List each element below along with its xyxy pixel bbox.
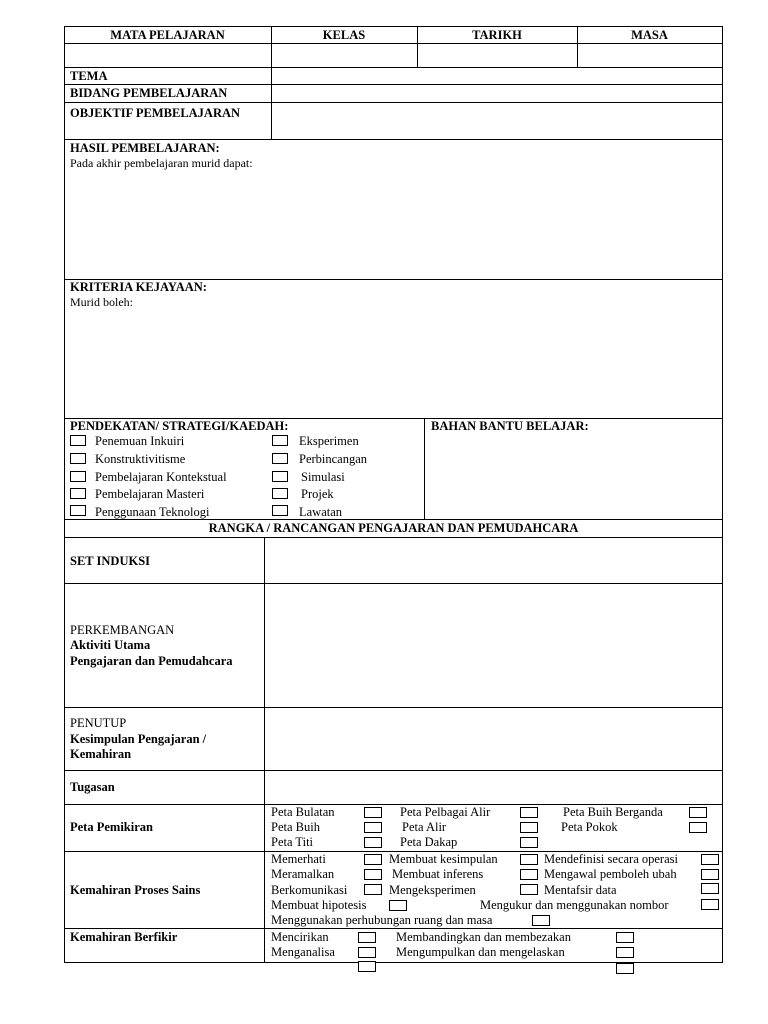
checkbox-mengawal-pemboleh-ubah[interactable] bbox=[701, 869, 719, 880]
hasil-subtitle: Pada akhir pembelajaran murid dapat: bbox=[70, 156, 253, 170]
perkembangan-aktiviti: Aktiviti Utama bbox=[70, 638, 151, 652]
bahan-field[interactable] bbox=[425, 435, 721, 519]
bidang-label: BIDANG PEMBELAJARAN bbox=[70, 86, 228, 100]
hasil-title: HASIL PEMBELAJARAN: bbox=[70, 141, 220, 155]
checkbox-mencirikan[interactable] bbox=[358, 932, 376, 943]
option-mencirikan: Mencirikan bbox=[271, 930, 329, 944]
option-mengawal-pemboleh-ubah: Mengawal pemboleh ubah bbox=[544, 867, 677, 881]
header-masa: MASA bbox=[631, 28, 668, 42]
option-membuat-kesimpulan: Membuat kesimpulan bbox=[389, 852, 498, 866]
peta-pemikiran-label: Peta Pemikiran bbox=[70, 820, 153, 834]
option-memerhati: Memerhati bbox=[271, 852, 326, 866]
checkbox-mengeksperimen[interactable] bbox=[520, 884, 538, 895]
kriteria-subtitle: Murid boleh: bbox=[70, 295, 133, 309]
checkbox-mengukur-nombor[interactable] bbox=[701, 899, 719, 910]
header-tarikh: TARIKH bbox=[472, 28, 522, 42]
option-pembelajaran-masteri: Pembelajaran Masteri bbox=[95, 487, 205, 501]
tema-label: TEMA bbox=[70, 69, 108, 83]
checkbox-penggunaan-teknologi[interactable] bbox=[70, 505, 86, 516]
option-membuat-inferens: Membuat inferens bbox=[392, 867, 484, 881]
tugasan-label: Tugasan bbox=[70, 780, 115, 794]
header-mata-pelajaran: MATA PELAJARAN bbox=[110, 28, 225, 42]
checkbox-membandingkan-membezakan[interactable] bbox=[616, 932, 634, 943]
checkbox-pembelajaran-masteri[interactable] bbox=[70, 488, 86, 499]
option-peta-buih: Peta Buih bbox=[271, 820, 320, 834]
rangka-title: RANGKA / RANCANGAN PENGAJARAN DAN PEMUDAHCARA bbox=[208, 521, 579, 535]
perkembangan-field[interactable] bbox=[265, 584, 721, 707]
objektif-label: OBJEKTIF PEMBELAJARAN bbox=[70, 106, 241, 120]
kemahiran-berfikir-label: Kemahiran Berfikir bbox=[70, 930, 178, 944]
checkbox-lawatan[interactable] bbox=[272, 505, 288, 516]
set-induksi-label: SET INDUKSI bbox=[70, 554, 151, 568]
checkbox-mendefinisi-secara-operasi[interactable] bbox=[701, 854, 719, 865]
option-peta-bulatan: Peta Bulatan bbox=[271, 805, 335, 819]
checkbox-berkomunikasi[interactable] bbox=[364, 884, 382, 895]
option-mendefinisi-secara-operasi: Mendefinisi secara operasi bbox=[544, 852, 678, 866]
checkbox-perhubungan-ruang-masa[interactable] bbox=[532, 915, 550, 926]
option-peta-pelbagai-alir: Peta Pelbagai Alir bbox=[400, 805, 491, 819]
checkbox-peta-pelbagai-alir[interactable] bbox=[520, 807, 538, 818]
checkbox-membuat-kesimpulan[interactable] bbox=[520, 854, 538, 865]
option-penggunaan-teknologi: Penggunaan Teknologi bbox=[95, 505, 210, 519]
checkbox-memerhati[interactable] bbox=[364, 854, 382, 865]
bahan-title: BAHAN BANTU BELAJAR: bbox=[431, 419, 589, 433]
checkbox-extra-left[interactable] bbox=[358, 961, 376, 972]
option-peta-buih-berganda: Peta Buih Berganda bbox=[563, 805, 663, 819]
option-berkomunikasi: Berkomunikasi bbox=[271, 883, 348, 897]
option-mengukur-nombor: Mengukur dan menggunakan nombor bbox=[480, 898, 669, 912]
penutup-kemahiran: Kemahiran bbox=[70, 747, 132, 761]
checkbox-mentafsir-data[interactable] bbox=[701, 883, 719, 894]
kriteria-field[interactable] bbox=[65, 311, 721, 417]
option-projek: Projek bbox=[301, 487, 334, 501]
checkbox-peta-pokok[interactable] bbox=[689, 822, 707, 833]
checkbox-menganalisa[interactable] bbox=[358, 947, 376, 958]
option-penemuan-inkuiri: Penemuan Inkuiri bbox=[95, 434, 185, 448]
option-peta-titi: Peta Titi bbox=[271, 835, 314, 849]
option-peta-pokok: Peta Pokok bbox=[561, 820, 618, 834]
checkbox-peta-buih[interactable] bbox=[364, 822, 382, 833]
checkbox-peta-dakap[interactable] bbox=[520, 837, 538, 848]
checkbox-meramalkan[interactable] bbox=[364, 869, 382, 880]
option-peta-alir: Peta Alir bbox=[402, 820, 447, 834]
option-simulasi: Simulasi bbox=[301, 470, 345, 484]
kriteria-title: KRITERIA KEJAYAAN: bbox=[70, 280, 207, 294]
option-meramalkan: Meramalkan bbox=[271, 867, 335, 881]
checkbox-perbincangan[interactable] bbox=[272, 453, 288, 464]
option-konstruktivitisme: Konstruktivitisme bbox=[95, 452, 186, 466]
checkbox-konstruktivitisme[interactable] bbox=[70, 453, 86, 464]
set-induksi-field[interactable] bbox=[265, 538, 721, 583]
perkembangan-pdpc: Pengajaran dan Pemudahcara bbox=[70, 654, 233, 668]
checkbox-projek[interactable] bbox=[272, 488, 288, 499]
checkbox-penemuan-inkuiri[interactable] bbox=[70, 435, 86, 446]
masa-field[interactable] bbox=[578, 44, 721, 67]
checkbox-peta-titi[interactable] bbox=[364, 837, 382, 848]
option-peta-dakap: Peta Dakap bbox=[400, 835, 458, 849]
penutup-label: PENUTUP bbox=[70, 716, 127, 730]
hasil-field[interactable] bbox=[65, 172, 721, 278]
checkbox-mengumpulkan-mengelaskan[interactable] bbox=[616, 947, 634, 958]
objektif-field[interactable] bbox=[272, 103, 721, 139]
header-kelas: KELAS bbox=[322, 28, 366, 42]
penutup-field[interactable] bbox=[265, 708, 721, 770]
checkbox-membuat-hipotesis[interactable] bbox=[389, 900, 407, 911]
checkbox-membuat-inferens[interactable] bbox=[520, 869, 538, 880]
tugasan-field[interactable] bbox=[265, 771, 721, 804]
checkbox-extra-right[interactable] bbox=[616, 963, 634, 974]
proses-sains-label: Kemahiran Proses Sains bbox=[70, 883, 201, 897]
checkbox-peta-alir[interactable] bbox=[520, 822, 538, 833]
option-menganalisa: Menganalisa bbox=[271, 945, 335, 959]
mata-pelajaran-field[interactable] bbox=[65, 44, 270, 67]
option-lawatan: Lawatan bbox=[299, 505, 343, 519]
pendekatan-title: PENDEKATAN/ STRATEGI/KAEDAH: bbox=[70, 419, 289, 433]
option-pembelajaran-kontekstual: Pembelajaran Kontekstual bbox=[95, 470, 227, 484]
checkbox-pembelajaran-kontekstual[interactable] bbox=[70, 471, 86, 482]
option-eksperimen: Eksperimen bbox=[299, 434, 359, 448]
tarikh-field[interactable] bbox=[418, 44, 576, 67]
perkembangan-label: PERKEMBANGAN bbox=[70, 623, 175, 637]
option-mengeksperimen: Mengeksperimen bbox=[389, 883, 476, 897]
penutup-kesimpulan: Kesimpulan Pengajaran / bbox=[70, 732, 207, 746]
checkbox-simulasi[interactable] bbox=[272, 471, 288, 482]
kelas-field[interactable] bbox=[272, 44, 416, 67]
bidang-field[interactable] bbox=[272, 85, 721, 102]
option-membuat-hipotesis: Membuat hipotesis bbox=[271, 898, 367, 912]
option-mentafsir-data: Mentafsir data bbox=[544, 883, 617, 897]
option-perhubungan-ruang-masa: Menggunakan perhubungan ruang dan masa bbox=[271, 913, 493, 927]
checkbox-peta-buih-berganda[interactable] bbox=[689, 807, 707, 818]
option-mengumpulkan-mengelaskan: Mengumpulkan dan mengelaskan bbox=[396, 945, 565, 959]
checkbox-peta-bulatan[interactable] bbox=[364, 807, 382, 818]
option-perbincangan: Perbincangan bbox=[299, 452, 368, 466]
tema-field[interactable] bbox=[272, 68, 721, 84]
option-membandingkan-membezakan: Membandingkan dan membezakan bbox=[396, 930, 571, 944]
checkbox-eksperimen[interactable] bbox=[272, 435, 288, 446]
